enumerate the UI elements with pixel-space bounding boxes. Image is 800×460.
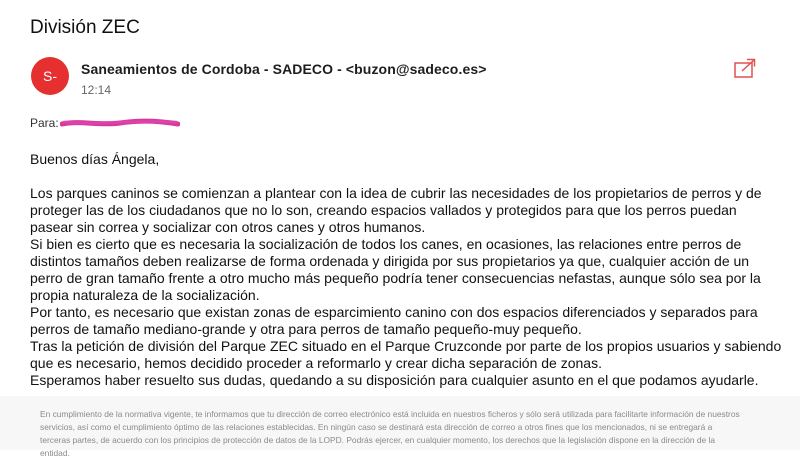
email-body	[30, 151, 782, 389]
to-label: Para:	[30, 116, 59, 130]
legal-footer: En cumplimiento de la normativa vigente, te informamos que tu dirección de correo electrónico está incluida en nuestros ficheros y sólo será utilizada para facilitarte información de nuestros servicios, así como el cumplimiento óptimo de las relaciones establecidas. En ningún caso se destinará esta dirección de correo a otros fines que los mencionados, ni se entregará a terceras partes, de acuerdo con los principios de protección de datos de la LOPD. Podrás ejercer, en cualquier momento, los derechos que la legislación dispone en la dirección de la entidad.	[40, 409, 740, 458]
open-in-new-window-icon[interactable]	[734, 58, 756, 78]
greeting: Buenos días Ángela,	[30, 151, 160, 167]
body-paragraph: Esperamos haber resuelto sus dudas, quedando a su disposición para cualquier asunto en el que podamos ayudarle.	[30, 372, 759, 388]
sent-time: 12:14	[81, 83, 112, 97]
body-paragraph: Tras la petición de división del Parque ZEC situado en el Parque Cruzconde por parte de los propios usuarios y sabiendo que es necesario, hemos decidido proceder a reformarlo y crear dicha separación de zonas.	[30, 338, 782, 371]
sender-address: Saneamientos de Cordoba - SADECO - <buzon@sadeco.es>	[81, 61, 487, 77]
sender-avatar: S-	[31, 57, 69, 95]
body-paragraph: Si bien es cierto que es necesaria la socialización de todos los canes, en ocasiones, las relaciones entre perros de distintos tamaños deben realizarse de forma ordenada y dirigida por sus propietarios ya que, cualquier acción de un perro de gran tamaño frente a otro mucho más pequeño podría tener consecuencias nefastas, aunque sólo sea por la propia naturaleza de la socialización.	[30, 236, 761, 303]
email-subject: División ZEC	[30, 17, 140, 38]
body-paragraph: Los parques caninos se comienzan a plantear con la idea de cubrir las necesidades de los propietarios de perros y de proteger las de los ciudadanos que no lo son, creando espacios vallados y protegidos para que los perros puedan pasear sin correa y socializar con otros canes y otros humanos.	[30, 185, 762, 235]
redacted-recipient	[60, 118, 180, 128]
body-paragraph: Por tanto, es necesario que existan zonas de esparcimiento canino con dos espacios diferenciados y separados para perros de tamaño mediano-grande y otra para perros de tamaño pequeño-muy pequeño.	[30, 304, 758, 337]
